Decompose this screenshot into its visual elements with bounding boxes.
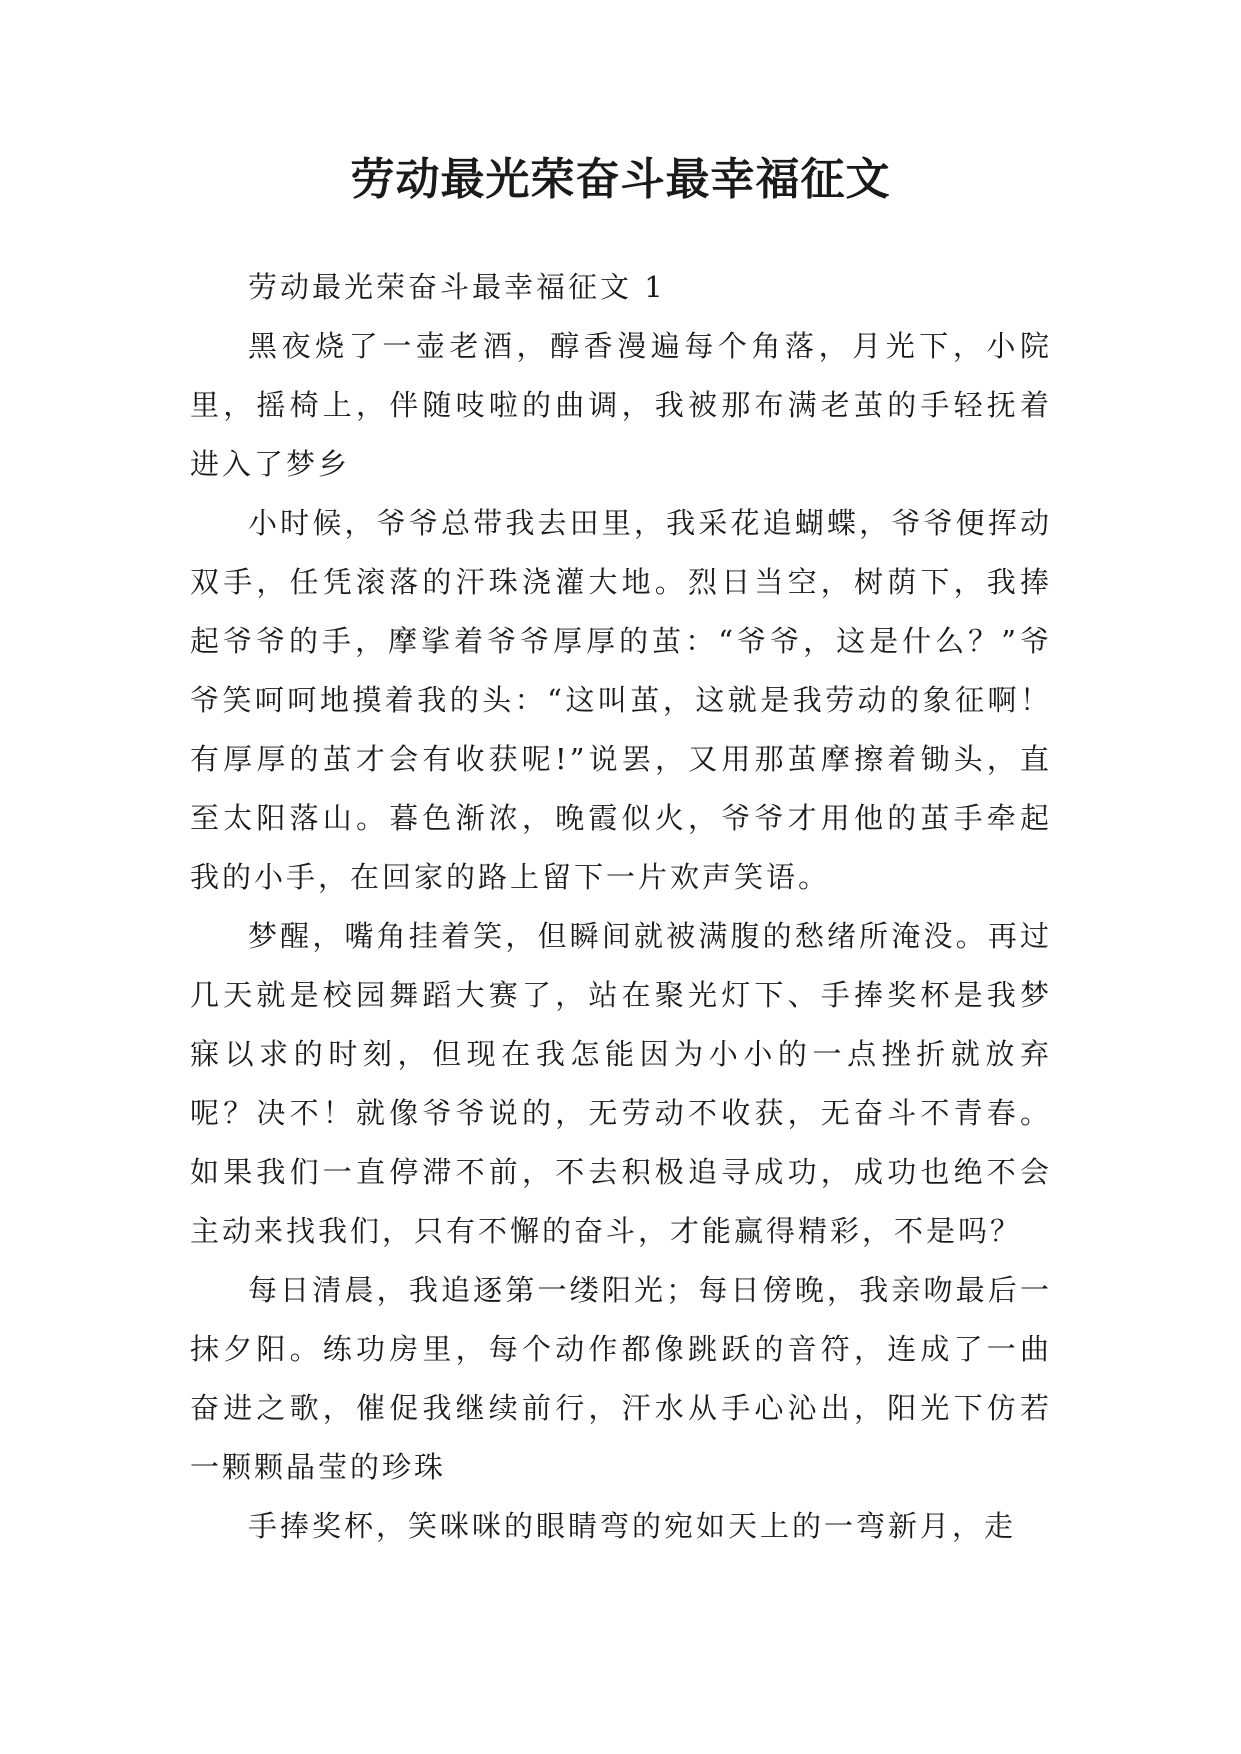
document-title: 劳动最光荣奋斗最幸福征文 (350, 154, 891, 205)
paragraph: 黑夜烧了一壶老酒，醇香漫遍每个角落，月光下，小院里，摇椅上，伴随吱啦的曲调，我被那布满老茧的手轻抚着进入了梦乡 (190, 329, 1052, 481)
document-body (190, 258, 1052, 1556)
paragraph: 每日清晨，我追逐第一缕阳光；每日傍晚，我亲吻最后一抹夕阳。练功房里，每个动作都像跳跃的音符，连成了一曲奋进之歌，催促我继续前行，汗水从手心沁出，阳光下仿若一颗颗晶莹的珍珠 (190, 1273, 1052, 1484)
paragraph: 手捧奖杯，笑咪咪的眼睛弯的宛如天上的一弯新月，走 (248, 1509, 1017, 1543)
section-heading: 劳动最光荣奋斗最幸福征文 1 (248, 270, 666, 304)
paragraph: 梦醒，嘴角挂着笑，但瞬间就被满腹的愁绪所淹没。再过几天就是校园舞蹈大赛了，站在聚光灯下、手捧奖杯是我梦寐以求的时刻，但现在我怎能因为小小的一点挫折就放弃呢？决不！就像爷爷说的，无劳动不收获，无奋斗不青春。如果我们一直停滞不前，不去积极追寻成功，成功也绝不会主动来找我们，只有不懈的奋斗，才能赢得精彩，不是吗？ (190, 919, 1052, 1248)
paragraph: 小时候，爷爷总带我去田里，我采花追蝴蝶，爷爷便挥动双手，任凭滚落的汗珠浇灌大地。烈日当空，树荫下，我捧起爷爷的手，摩挲着爷爷厚厚的茧：“爷爷，这是什么？”爷爷笑呵呵地摸着我的头：“这叫茧，这就是我劳动的象征啊！有厚厚的茧才会有收获呢!”说罢，又用那茧摩擦着锄头，直至太阳落山。暮色渐浓，晚霞似火，爷爷才用他的茧手牵起我的小手，在回家的路上留下一片欢声笑语。 (190, 506, 1052, 894)
